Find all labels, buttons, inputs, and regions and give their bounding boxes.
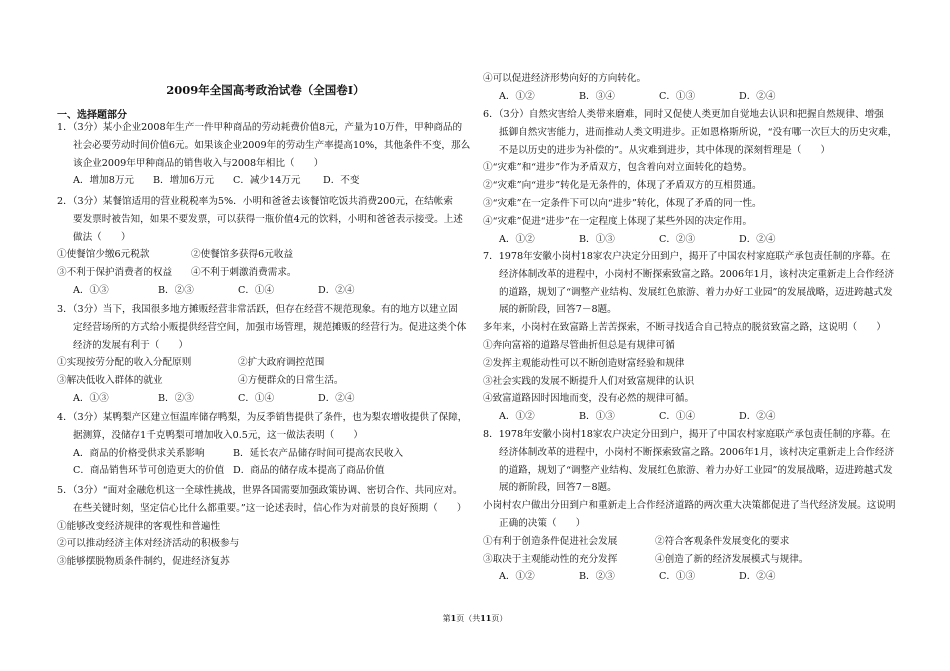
statement-row bbox=[57, 354, 474, 372]
statement-3: ③社会实践的发展不断提升人们对致富规律的认识 bbox=[483, 375, 695, 387]
question-text: 正确的决策（ ） bbox=[499, 517, 586, 529]
option-b: B．①③ bbox=[579, 411, 615, 423]
option-c: C．①④ bbox=[238, 284, 275, 296]
option-d: D．②④ bbox=[739, 411, 776, 423]
page-total: 11 bbox=[480, 613, 492, 623]
question-text: 抵御自然灾害能力，进而推动人类文明进步。正如恩格斯所说，“没有哪一次巨大的历史灾难， bbox=[499, 126, 898, 138]
question-text: 8．1978年安徽小岗村18家农户决定分田到户，揭开了中国农村家庭联产承包责任制的序幕。在 bbox=[483, 429, 891, 440]
statement-4: ④可以促进经济形势向好的方向转化。 bbox=[483, 73, 647, 84]
question-8 bbox=[483, 426, 913, 586]
statement-2: ②“灾难”向“进步”转化是无条件的，体现了矛盾双方的互相贯通。 bbox=[483, 180, 762, 192]
question-text: 展的新阶段，回答7－8题。 bbox=[499, 304, 617, 316]
option-c: C．①③ bbox=[659, 90, 696, 102]
footer-text: 第 bbox=[442, 614, 451, 623]
question-text: 在些关键时刻，坚定信心比什么都重要。”这一论述表时，信心作为对前景的良好预期（ ） bbox=[73, 502, 467, 514]
question-text: 的道路，规划了“调整产业结构、发展红色旅游、着力办好工业园”的发展战略，迈进跨越式发 bbox=[499, 286, 893, 298]
statement-3: ③“灾难”在一定条件下可以向“进步”转化，体现了矛盾的同一性。 bbox=[483, 197, 762, 209]
option-c: C．商品销售环节可创造更大的价值 bbox=[73, 465, 225, 477]
answer-options bbox=[483, 408, 913, 426]
option-a: A．①② bbox=[499, 233, 535, 245]
option-b: B．①③ bbox=[579, 233, 615, 245]
answer-options bbox=[483, 231, 913, 249]
statement-4: ④创造了新的经济发展模式与规律。 bbox=[655, 553, 809, 565]
option-b: B．②③ bbox=[158, 392, 194, 404]
option-b: B．延长农产品储存时间可提高农民收入 bbox=[233, 447, 404, 459]
statement-3: ③取决于主观能动性的充分发挥 bbox=[483, 553, 618, 565]
page-title: 2009年全国高考政治试卷（全国卷Ⅰ） bbox=[166, 83, 365, 97]
question-1 bbox=[57, 119, 474, 190]
statement-1: ①能够改变经济规律的客观性和普遍性 bbox=[57, 520, 221, 532]
option-c: C．①③ bbox=[659, 571, 696, 583]
statement-2: ②发挥主观能动性可以不断创造财富经验和规律 bbox=[483, 357, 685, 369]
option-a: A．增加8万元 bbox=[73, 175, 135, 187]
question-text: 经济体制改革的进程中，小岗村不断探索致富之路。2006年1月，该村决定重新走上合作经济 bbox=[499, 268, 895, 280]
option-a: A．①③ bbox=[73, 284, 109, 296]
option-row bbox=[57, 462, 474, 480]
option-a: A．商品的价格受供求关系影响 bbox=[73, 447, 205, 459]
option-d: D．②④ bbox=[739, 571, 776, 583]
question-text: 不是以历史的进步为补偿的”。从灾难到进步，其中体现的深刻哲理是（ ） bbox=[499, 144, 831, 156]
question-text: 4．（3分）某鸭梨产区建立恒温库储存鸭梨，为反季销售提供了条件，也为梨农增收提供了保障， bbox=[57, 412, 468, 423]
option-c: C．①④ bbox=[238, 392, 275, 404]
statement-1: ①使餐馆少缴6元税款 bbox=[57, 249, 150, 261]
section-heading: 一、选择题部分 bbox=[57, 110, 127, 121]
statement-3: ③不利于保护消费者的权益 bbox=[57, 267, 173, 279]
question-text: 该企业2009年甲种商品的销售收入与2008年相比（ ） bbox=[73, 157, 324, 169]
option-a: A．①② bbox=[499, 411, 535, 423]
question-text: 5．（3分）“面对金融危机这一全球性挑战，世界各国需要加强政策协调、密切合作、共同应对。 bbox=[57, 485, 463, 496]
statement-row bbox=[57, 246, 474, 264]
statement-2: ②扩大政府调控范围 bbox=[238, 357, 325, 369]
question-5 bbox=[57, 482, 474, 571]
option-d: D．不变 bbox=[323, 175, 360, 187]
question-text: 经济体制改革的进程中，小岗村不断探索致富之路。2006年1月，该村决定重新走上合作经济 bbox=[499, 446, 895, 458]
statement-1: ①实现按劳分配的收入分配原则 bbox=[57, 357, 192, 369]
question-4 bbox=[57, 409, 474, 480]
answer-options bbox=[57, 172, 474, 190]
question-text: 经济的发展有利于（ ） bbox=[73, 339, 189, 351]
answer-options bbox=[483, 88, 913, 106]
answer-options bbox=[483, 568, 913, 586]
option-a: A．①② bbox=[499, 571, 535, 583]
question-text: 1．（3分）某小企业2008年生产一件甲种商品的劳动耗费价值8元，产量为10万件，甲种商品的 bbox=[57, 122, 463, 133]
question-text: 社会必要劳动时间价值6元。如果该企业2009年的劳动生产率提高10%，其他条件不变，那么 bbox=[73, 139, 471, 151]
question-5-continued bbox=[483, 70, 913, 106]
statement-1: ①奔向富裕的道路尽管曲折但总是有规律可循 bbox=[483, 339, 675, 351]
question-text: 据测算，没储存1千克鸭梨可增加收入0.5元，这一做法表明（ ） bbox=[73, 429, 363, 441]
statement-2: ②可以推动经济主体对经济活动的积极参与 bbox=[57, 538, 240, 550]
option-d: D．②④ bbox=[318, 284, 355, 296]
statement-row bbox=[57, 372, 474, 390]
statement-3: ③解决低收入群体的就业 bbox=[57, 375, 163, 387]
question-3 bbox=[57, 301, 474, 408]
footer-text: 页（共 bbox=[456, 614, 481, 623]
option-d: D．商品的储存成本提高了商品价值 bbox=[233, 465, 385, 477]
option-c: C．减少14万元 bbox=[233, 175, 301, 187]
question-text: 多年来，小岗村在致富路上苦苦探索，不断寻找适合自己特点的脱贫致富之路，这说明（ ） bbox=[483, 322, 886, 334]
option-c: C．①④ bbox=[659, 411, 696, 423]
statement-row bbox=[57, 264, 474, 282]
footer-text: 页） bbox=[491, 614, 508, 623]
statement-4: ④方便群众的日常生活。 bbox=[238, 375, 344, 387]
question-6 bbox=[483, 106, 913, 248]
question-text: 做法（ ） bbox=[73, 231, 131, 243]
question-text: 展的新阶段，回答7－8题。 bbox=[499, 482, 617, 494]
question-7 bbox=[483, 248, 913, 426]
question-text: 7．1978年安徽小岗村18家农户决定分田到户，揭开了中国农村家庭联产承包责任制的序幕。在 bbox=[483, 251, 891, 262]
option-b: B．③④ bbox=[579, 90, 615, 102]
statement-2: ②使餐馆多获得6元收益 bbox=[191, 249, 294, 261]
answer-options bbox=[57, 390, 474, 408]
page-number: 1 bbox=[450, 613, 457, 623]
statement-1: ①有利于创造条件促进社会发展 bbox=[483, 535, 618, 547]
question-text: 小岗村农户做出分田到户和重新走上合作经济道路的两次重大决策都促进了当代经济发展。这说明 bbox=[483, 500, 896, 512]
option-b: B．增加6万元 bbox=[153, 175, 215, 187]
option-d: D．②④ bbox=[739, 233, 776, 245]
question-text: 3．（3分）当下，我国很多地方摊贩经营非常活跃，但存在经营不规范现象。有的地方以建立固 bbox=[57, 304, 458, 315]
statement-4: ④“灾难”促进“进步”在一定程度上体现了某些外因的决定作用。 bbox=[483, 215, 753, 227]
statement-3: ③能够摆脱物质条件制约，促进经济复苏 bbox=[57, 556, 230, 568]
question-text: 6．（3分）自然灾害给人类带来磨难，同时又促使人类更加自觉地去认识和把握自然规律、增强 bbox=[483, 109, 884, 120]
question-text: 要发票时被告知，如果不要发票，可以获得一瓶价值4元的饮料，小明和爸爸表示接受。上述 bbox=[73, 213, 463, 225]
option-a: A．①③ bbox=[73, 392, 109, 404]
option-b: B．②③ bbox=[579, 571, 615, 583]
statement-2: ②符合客观条件发展变化的要求 bbox=[655, 535, 790, 547]
question-text: 的道路，规划了“调整产业结构、发展红色旅游、着力办好工业园”的发展战略，迈进跨越式发 bbox=[499, 464, 893, 476]
statement-4: ④致富道路因时因地而变，没有必然的规律可循。 bbox=[483, 393, 695, 405]
statement-1: ①“灾难”和“进步”作为矛盾双方，包含着向对立面转化的趋势。 bbox=[483, 162, 753, 174]
option-row bbox=[57, 445, 474, 463]
option-c: C．②③ bbox=[659, 233, 696, 245]
option-d: D．②④ bbox=[739, 90, 776, 102]
statement-4: ④不利于刺激消费需求。 bbox=[191, 267, 297, 279]
page-footer bbox=[0, 613, 950, 624]
statement-row bbox=[483, 533, 913, 551]
option-a: A．①② bbox=[499, 90, 535, 102]
option-b: B．②③ bbox=[158, 284, 194, 296]
statement-row bbox=[483, 551, 913, 569]
option-d: D．②④ bbox=[318, 392, 355, 404]
question-text: 定经营场所的方式给小贩提供经营空间，加强市场管理，规范摊贩的经营行为。促进这类个体 bbox=[73, 321, 467, 333]
question-text: 2．（3分）某餐馆适用的营业税税率为5%．小明和爸爸去该餐馆吃饭共消费200元，在结帐索 bbox=[57, 196, 453, 207]
question-2 bbox=[57, 193, 474, 300]
answer-options bbox=[57, 282, 474, 300]
